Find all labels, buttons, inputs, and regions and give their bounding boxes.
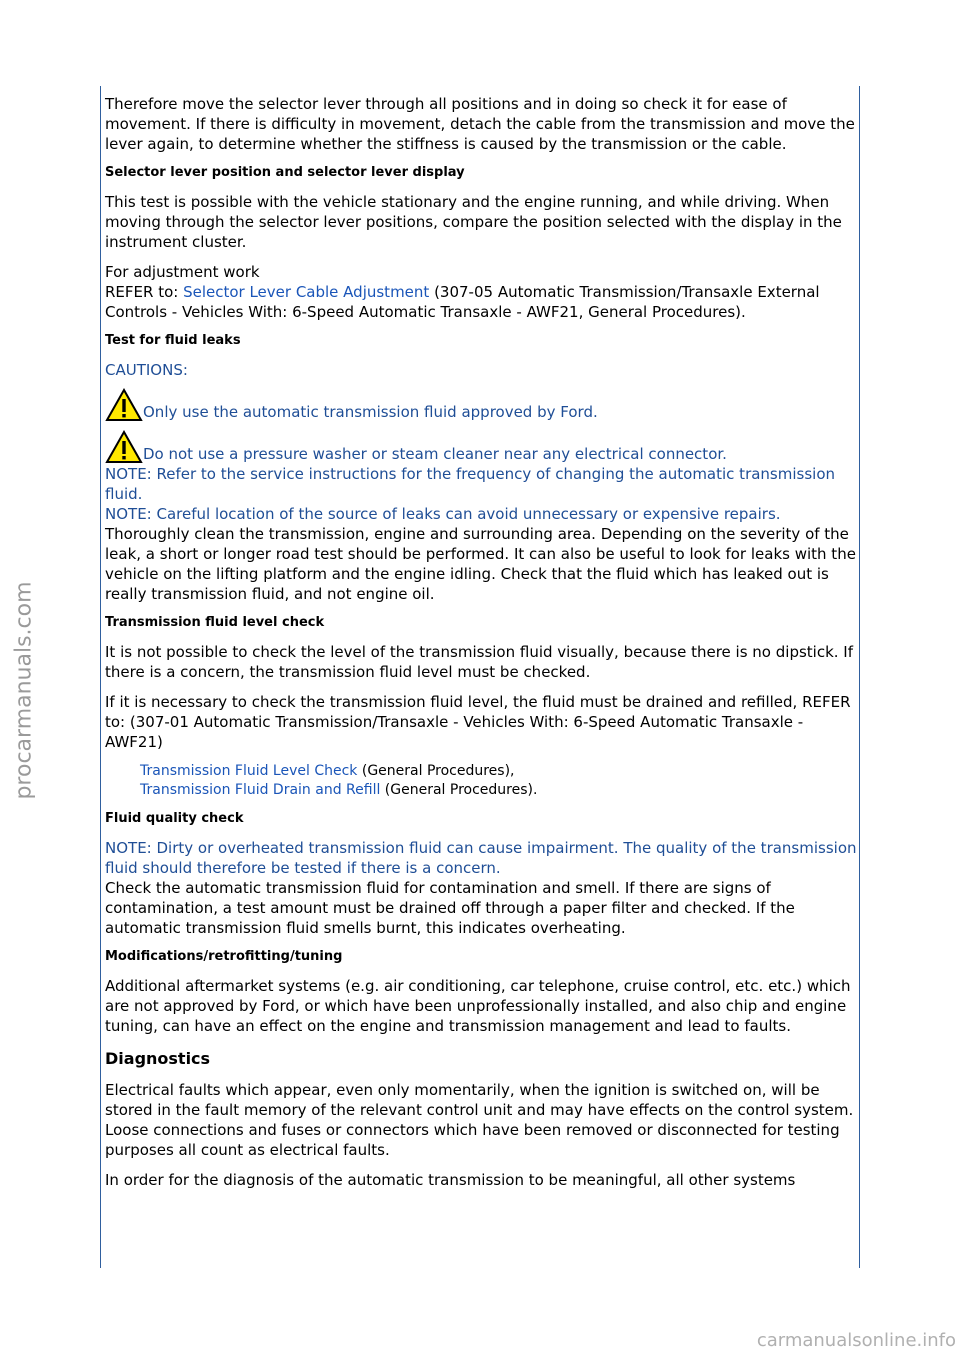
caution-text-2: Do not use a pressure washer or steam cleaner near any electrical connector. <box>143 445 727 463</box>
paragraph-clean-transmission: Thoroughly clean the transmission, engine and surrounding area. Depending on the severity of the leak, a short or longer road test should be performed. It can also be useful to look for leaks with the vehicle on the lifting platform and the engine idling. Check that the fluid which has leaked out is really transmission fluid, and not engine oil. <box>105 525 856 603</box>
warning-triangle-icon <box>105 430 143 464</box>
paragraph-selector-display: This test is possible with the vehicle stationary and the engine running, and while driving. When moving through the selector lever positions, compare the position selected with the display in the instrument cluster. <box>105 193 842 251</box>
reference-1-rest: (General Procedures), <box>357 763 515 779</box>
reference-2-rest: (General Procedures). <box>380 782 538 798</box>
link-transmission-fluid-drain-refill[interactable]: Transmission Fluid Drain and Refill <box>140 782 381 798</box>
heading-fluid-quality-check: Fluid quality check <box>105 811 244 826</box>
cautions-label: CAUTIONS: <box>105 361 188 379</box>
paragraph-contamination-check: Check the automatic transmission fluid for contamination and smell. If there are signs of contamination, a test amount must be drained off through a paper filter and checked. If the automatic transmission fluid smells burnt, this indicates overheating. <box>105 879 795 937</box>
note-dirty-fluid: NOTE: Dirty or overheated transmission fluid can cause impairment. The quality of the transmission fluid should therefore be tested if there is a concern. <box>105 839 857 877</box>
warning-triangle-icon <box>105 388 143 422</box>
adjustment-reference-rest: (307-05 Automatic Transmission/Transaxle External Controls - Vehicles With: 6-Speed Automatic Transaxle - AWF21, General Procedures). <box>105 283 820 321</box>
heading-modifications: Modifications/retrofitting/tuning <box>105 949 343 964</box>
heading-diagnostics: Diagnostics <box>105 1049 211 1068</box>
paragraph-selector-movement: Therefore move the selector lever through all positions and in doing so check it for ease of movement. If there is difficulty in movement, detach the cable from the transmission and move the lever again, to determine whether the stiffness is caused by the transmission or the cable. <box>105 95 855 153</box>
caution-item-2 <box>105 430 857 464</box>
watermark-side-text: procarmanuals.com <box>11 580 37 800</box>
paragraph-aftermarket-systems: Additional aftermarket systems (e.g. air conditioning, car telephone, cruise control, etc. etc.) which are not approved by Ford, or which have been unprofessionally installed, and also chip and engine tuning, can have an effect on the engine and transmission management and lead to faults. <box>105 977 851 1035</box>
paragraph-no-dipstick: It is not possible to check the level of the transmission fluid visually, because there is no dipstick. If there is a concern, the transmission fluid level must be checked. <box>105 643 854 681</box>
paragraph-electrical-faults: Electrical faults which appear, even only momentarily, when the ignition is switched on, will be stored in the fault memory of the relevant control unit and may have effects on the control system. Loose connections and fuses or connectors which have been removed or disconnected for testing purposes all count as electrical faults. <box>105 1081 854 1159</box>
adjustment-label: For adjustment work <box>105 263 260 281</box>
link-selector-lever-cable-adjustment[interactable]: Selector Lever Cable Adjustment <box>183 283 430 301</box>
paragraph-drain-refill: If it is necessary to check the transmission fluid level, the fluid must be drained and refilled, REFER to: (307-01 Automatic Transmission/Transaxle - Vehicles With: 6-Speed Automatic Transaxle - AWF21) <box>105 693 851 751</box>
refer-to-label: REFER to: <box>105 283 184 301</box>
link-transmission-fluid-level-check[interactable]: Transmission Fluid Level Check <box>140 763 358 779</box>
document-body <box>105 94 857 1190</box>
caution-text-1: Only use the automatic transmission fluid approved by Ford. <box>143 403 598 421</box>
watermark-footer: carmanualsonline.info <box>756 1330 956 1351</box>
reference-list <box>105 762 857 800</box>
heading-fluid-leaks: Test for fluid leaks <box>105 333 241 348</box>
watermark-side <box>4 560 44 820</box>
note-service-frequency: NOTE: Refer to the service instructions for the frequency of changing the automatic transmission fluid. <box>105 465 836 503</box>
paragraph-adjustment-reference <box>105 262 857 322</box>
heading-fluid-level-check: Transmission fluid level check <box>105 615 325 630</box>
caution-item-1 <box>105 388 857 422</box>
note-leak-location: NOTE: Careful location of the source of leaks can avoid unnecessary or expensive repairs. <box>105 505 781 523</box>
heading-selector-lever-position: Selector lever position and selector lever display <box>105 165 465 180</box>
paragraph-diagnosis-systems: In order for the diagnosis of the automatic transmission to be meaningful, all other systems <box>105 1171 796 1189</box>
